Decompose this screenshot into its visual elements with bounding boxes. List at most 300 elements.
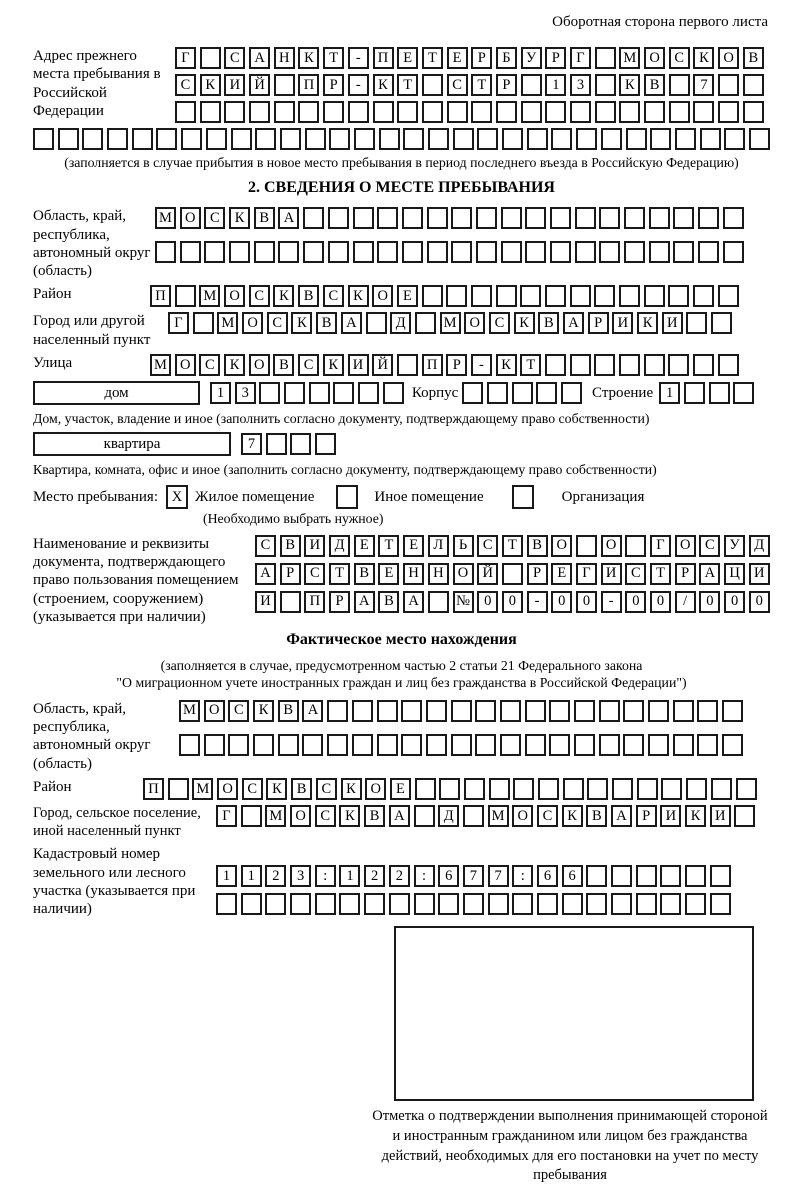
char-box[interactable] xyxy=(241,893,262,915)
char-box[interactable]: А xyxy=(302,700,323,722)
char-box[interactable]: 6 xyxy=(438,865,459,887)
char-box[interactable]: Н xyxy=(403,563,424,585)
char-box[interactable] xyxy=(402,241,423,263)
char-box[interactable] xyxy=(303,207,324,229)
char-box[interactable] xyxy=(637,778,658,800)
char-box[interactable] xyxy=(290,433,311,455)
char-box[interactable] xyxy=(278,241,299,263)
char-box[interactable] xyxy=(722,700,743,722)
char-box[interactable] xyxy=(377,734,398,756)
char-box[interactable] xyxy=(668,354,689,376)
char-box[interactable]: И xyxy=(662,312,683,334)
char-box[interactable] xyxy=(586,893,607,915)
char-box[interactable]: О xyxy=(464,312,485,334)
char-box[interactable]: Ь xyxy=(453,535,474,557)
char-box[interactable] xyxy=(693,354,714,376)
char-box[interactable]: 6 xyxy=(562,865,583,887)
char-box[interactable] xyxy=(693,101,714,123)
char-box[interactable]: В xyxy=(273,354,294,376)
char-box[interactable]: С xyxy=(224,47,245,69)
char-box[interactable]: К xyxy=(266,778,287,800)
char-box[interactable] xyxy=(576,535,597,557)
char-box[interactable] xyxy=(545,101,566,123)
char-box[interactable]: - xyxy=(348,74,369,96)
char-box[interactable]: Д xyxy=(749,535,770,557)
char-box[interactable]: Е xyxy=(397,285,418,307)
char-box[interactable] xyxy=(501,207,522,229)
char-box[interactable]: Е xyxy=(378,563,399,585)
char-box[interactable]: В xyxy=(538,312,559,334)
char-box[interactable]: С xyxy=(255,535,276,557)
char-box[interactable] xyxy=(501,241,522,263)
char-box[interactable] xyxy=(354,128,375,150)
char-box[interactable] xyxy=(428,591,449,613)
char-box[interactable]: Р xyxy=(675,563,696,585)
char-box[interactable]: В xyxy=(354,563,375,585)
char-box[interactable] xyxy=(175,285,196,307)
char-box[interactable]: А xyxy=(611,805,632,827)
char-box[interactable]: И xyxy=(612,312,633,334)
char-box[interactable]: В xyxy=(743,47,764,69)
char-box[interactable] xyxy=(379,128,400,150)
char-box[interactable] xyxy=(599,734,620,756)
char-box[interactable]: Й xyxy=(372,354,393,376)
char-box[interactable]: - xyxy=(527,591,548,613)
char-box[interactable]: К xyxy=(253,700,274,722)
char-box[interactable] xyxy=(576,128,597,150)
char-box[interactable] xyxy=(575,207,596,229)
char-box[interactable] xyxy=(309,382,330,404)
char-box[interactable] xyxy=(723,207,744,229)
char-box[interactable] xyxy=(743,101,764,123)
char-box[interactable] xyxy=(377,207,398,229)
checkbox-residential[interactable]: X xyxy=(166,485,188,509)
char-box[interactable] xyxy=(626,128,647,150)
house-type-field[interactable]: дом xyxy=(33,381,200,405)
char-box[interactable]: О xyxy=(675,535,696,557)
char-box[interactable] xyxy=(33,128,54,150)
char-box[interactable] xyxy=(698,241,719,263)
char-box[interactable] xyxy=(155,241,176,263)
char-box[interactable] xyxy=(255,128,276,150)
char-box[interactable]: О xyxy=(512,805,533,827)
char-box[interactable]: 3 xyxy=(235,382,256,404)
char-box[interactable]: 1 xyxy=(545,74,566,96)
char-box[interactable]: 2 xyxy=(364,865,385,887)
char-box[interactable]: К xyxy=(229,207,250,229)
char-box[interactable] xyxy=(697,734,718,756)
char-box[interactable] xyxy=(599,700,620,722)
char-box[interactable] xyxy=(402,207,423,229)
char-box[interactable] xyxy=(669,74,690,96)
char-box[interactable] xyxy=(496,101,517,123)
char-box[interactable] xyxy=(644,354,665,376)
char-box[interactable]: А xyxy=(255,563,276,585)
char-box[interactable] xyxy=(438,893,459,915)
char-box[interactable]: 6 xyxy=(537,865,558,887)
char-box[interactable] xyxy=(477,128,498,150)
char-box[interactable]: Т xyxy=(471,74,492,96)
char-box[interactable] xyxy=(446,285,467,307)
char-box[interactable]: О xyxy=(175,354,196,376)
char-box[interactable]: М xyxy=(440,312,461,334)
char-box[interactable]: С xyxy=(267,312,288,334)
char-box[interactable]: 0 xyxy=(551,591,572,613)
char-box[interactable]: В xyxy=(378,591,399,613)
char-box[interactable]: В xyxy=(254,207,275,229)
char-box[interactable] xyxy=(464,778,485,800)
char-box[interactable] xyxy=(463,893,484,915)
char-box[interactable] xyxy=(333,382,354,404)
char-box[interactable] xyxy=(619,354,640,376)
char-box[interactable] xyxy=(200,101,221,123)
char-box[interactable]: С xyxy=(204,207,225,229)
char-box[interactable] xyxy=(451,241,472,263)
char-box[interactable]: К xyxy=(291,312,312,334)
char-box[interactable] xyxy=(229,241,250,263)
char-box[interactable] xyxy=(428,128,449,150)
char-box[interactable]: В xyxy=(316,312,337,334)
char-box[interactable]: П xyxy=(298,74,319,96)
char-box[interactable] xyxy=(451,700,472,722)
char-box[interactable] xyxy=(685,865,706,887)
char-box[interactable] xyxy=(595,101,616,123)
char-box[interactable] xyxy=(487,382,508,404)
char-box[interactable]: К xyxy=(341,778,362,800)
char-box[interactable] xyxy=(502,563,523,585)
char-box[interactable] xyxy=(206,128,227,150)
char-box[interactable]: Р xyxy=(527,563,548,585)
char-box[interactable] xyxy=(253,734,274,756)
char-box[interactable]: В xyxy=(280,535,301,557)
char-box[interactable] xyxy=(749,128,770,150)
char-box[interactable]: 0 xyxy=(749,591,770,613)
char-box[interactable]: С xyxy=(625,563,646,585)
char-box[interactable]: С xyxy=(323,285,344,307)
char-box[interactable]: О xyxy=(217,778,238,800)
char-box[interactable] xyxy=(551,128,572,150)
char-box[interactable] xyxy=(718,285,739,307)
char-box[interactable]: М xyxy=(265,805,286,827)
char-box[interactable] xyxy=(536,382,557,404)
char-box[interactable]: С xyxy=(242,778,263,800)
char-box[interactable]: М xyxy=(217,312,238,334)
char-box[interactable] xyxy=(500,700,521,722)
char-box[interactable] xyxy=(549,734,570,756)
char-box[interactable] xyxy=(284,382,305,404)
char-box[interactable]: К xyxy=(224,354,245,376)
char-box[interactable]: К xyxy=(348,285,369,307)
char-box[interactable]: Г xyxy=(570,47,591,69)
char-box[interactable]: К xyxy=(323,354,344,376)
char-box[interactable] xyxy=(364,893,385,915)
char-box[interactable]: М xyxy=(150,354,171,376)
char-box[interactable] xyxy=(710,893,731,915)
char-box[interactable]: О xyxy=(551,535,572,557)
char-box[interactable]: О xyxy=(644,47,665,69)
char-box[interactable]: 0 xyxy=(699,591,720,613)
char-box[interactable] xyxy=(636,893,657,915)
char-box[interactable]: Г xyxy=(576,563,597,585)
char-box[interactable] xyxy=(422,74,443,96)
char-box[interactable] xyxy=(315,433,336,455)
char-box[interactable] xyxy=(673,241,694,263)
char-box[interactable]: 0 xyxy=(724,591,745,613)
char-box[interactable] xyxy=(599,241,620,263)
char-box[interactable] xyxy=(352,700,373,722)
char-box[interactable] xyxy=(686,778,707,800)
char-box[interactable]: Р xyxy=(329,591,350,613)
char-box[interactable]: У xyxy=(724,535,745,557)
char-box[interactable]: И xyxy=(304,535,325,557)
char-box[interactable]: Т xyxy=(520,354,541,376)
char-box[interactable] xyxy=(684,382,705,404)
char-box[interactable] xyxy=(734,805,755,827)
char-box[interactable] xyxy=(586,865,607,887)
char-box[interactable] xyxy=(525,734,546,756)
char-box[interactable] xyxy=(427,207,448,229)
char-box[interactable]: А xyxy=(389,805,410,827)
char-box[interactable] xyxy=(329,128,350,150)
char-box[interactable]: С xyxy=(249,285,270,307)
char-box[interactable] xyxy=(339,893,360,915)
char-box[interactable]: 2 xyxy=(265,865,286,887)
char-box[interactable] xyxy=(328,241,349,263)
char-box[interactable] xyxy=(181,128,202,150)
char-box[interactable]: О xyxy=(372,285,393,307)
char-box[interactable] xyxy=(521,74,542,96)
char-box[interactable] xyxy=(587,778,608,800)
char-box[interactable]: Р xyxy=(323,74,344,96)
char-box[interactable]: К xyxy=(562,805,583,827)
char-box[interactable]: И xyxy=(660,805,681,827)
char-box[interactable]: В xyxy=(644,74,665,96)
char-box[interactable] xyxy=(700,128,721,150)
char-box[interactable]: О xyxy=(453,563,474,585)
char-box[interactable]: В xyxy=(586,805,607,827)
char-box[interactable]: - xyxy=(471,354,492,376)
char-box[interactable] xyxy=(373,101,394,123)
char-box[interactable]: О xyxy=(224,285,245,307)
char-box[interactable] xyxy=(685,893,706,915)
char-box[interactable]: Г xyxy=(216,805,237,827)
char-box[interactable] xyxy=(570,354,591,376)
char-box[interactable] xyxy=(266,433,287,455)
char-box[interactable] xyxy=(570,285,591,307)
char-box[interactable]: Р xyxy=(280,563,301,585)
char-box[interactable]: П xyxy=(143,778,164,800)
char-box[interactable] xyxy=(624,207,645,229)
char-box[interactable]: 0 xyxy=(477,591,498,613)
char-box[interactable] xyxy=(648,734,669,756)
char-box[interactable] xyxy=(513,778,534,800)
char-box[interactable]: В xyxy=(278,700,299,722)
char-box[interactable]: И xyxy=(255,591,276,613)
char-box[interactable] xyxy=(549,700,570,722)
char-box[interactable] xyxy=(550,207,571,229)
char-box[interactable] xyxy=(693,285,714,307)
char-box[interactable]: 7 xyxy=(488,865,509,887)
char-box[interactable] xyxy=(426,700,447,722)
char-box[interactable] xyxy=(414,805,435,827)
char-box[interactable]: С xyxy=(199,354,220,376)
char-box[interactable] xyxy=(254,241,275,263)
char-box[interactable] xyxy=(594,354,615,376)
char-box[interactable] xyxy=(204,241,225,263)
char-box[interactable]: Т xyxy=(650,563,671,585)
char-box[interactable]: М xyxy=(179,700,200,722)
char-box[interactable]: Е xyxy=(447,47,468,69)
char-box[interactable] xyxy=(723,241,744,263)
char-box[interactable] xyxy=(574,734,595,756)
char-box[interactable] xyxy=(733,382,754,404)
char-box[interactable]: И xyxy=(710,805,731,827)
char-box[interactable] xyxy=(709,382,730,404)
char-box[interactable] xyxy=(231,128,252,150)
char-box[interactable] xyxy=(280,128,301,150)
char-box[interactable]: О xyxy=(249,354,270,376)
char-box[interactable] xyxy=(537,893,558,915)
char-box[interactable] xyxy=(538,778,559,800)
char-box[interactable] xyxy=(527,128,548,150)
char-box[interactable] xyxy=(594,285,615,307)
char-box[interactable]: Г xyxy=(650,535,671,557)
char-box[interactable] xyxy=(619,101,640,123)
char-box[interactable] xyxy=(82,128,103,150)
checkbox-other-premises[interactable] xyxy=(336,485,358,509)
char-box[interactable] xyxy=(488,893,509,915)
char-box[interactable]: Д xyxy=(329,535,350,557)
char-box[interactable] xyxy=(625,535,646,557)
char-box[interactable]: О xyxy=(718,47,739,69)
char-box[interactable]: С xyxy=(304,563,325,585)
char-box[interactable]: Н xyxy=(428,563,449,585)
char-box[interactable] xyxy=(224,101,245,123)
char-box[interactable] xyxy=(216,893,237,915)
char-box[interactable]: К xyxy=(373,74,394,96)
char-box[interactable]: Т xyxy=(422,47,443,69)
char-box[interactable]: 1 xyxy=(210,382,231,404)
char-box[interactable]: Г xyxy=(175,47,196,69)
char-box[interactable]: 0 xyxy=(650,591,671,613)
char-box[interactable]: Т xyxy=(378,535,399,557)
char-box[interactable] xyxy=(561,382,582,404)
char-box[interactable]: 1 xyxy=(339,865,360,887)
char-box[interactable] xyxy=(668,285,689,307)
char-box[interactable] xyxy=(521,101,542,123)
char-box[interactable] xyxy=(107,128,128,150)
char-box[interactable] xyxy=(352,734,373,756)
char-box[interactable]: 2 xyxy=(389,865,410,887)
char-box[interactable] xyxy=(403,128,424,150)
char-box[interactable]: К xyxy=(273,285,294,307)
char-box[interactable] xyxy=(401,734,422,756)
char-box[interactable]: К xyxy=(496,354,517,376)
char-box[interactable] xyxy=(348,101,369,123)
char-box[interactable] xyxy=(305,128,326,150)
char-box[interactable] xyxy=(462,382,483,404)
char-box[interactable] xyxy=(439,778,460,800)
char-box[interactable]: № xyxy=(453,591,474,613)
char-box[interactable]: М xyxy=(199,285,220,307)
char-box[interactable]: А xyxy=(341,312,362,334)
char-box[interactable] xyxy=(525,207,546,229)
char-box[interactable]: С xyxy=(315,805,336,827)
char-box[interactable]: Е xyxy=(397,47,418,69)
char-box[interactable] xyxy=(274,74,295,96)
char-box[interactable]: С xyxy=(447,74,468,96)
char-box[interactable] xyxy=(366,312,387,334)
char-box[interactable] xyxy=(274,101,295,123)
char-box[interactable] xyxy=(673,207,694,229)
char-box[interactable]: С xyxy=(316,778,337,800)
char-box[interactable]: М xyxy=(488,805,509,827)
char-box[interactable] xyxy=(353,207,374,229)
char-box[interactable] xyxy=(193,312,214,334)
char-box[interactable] xyxy=(612,778,633,800)
char-box[interactable] xyxy=(471,285,492,307)
char-box[interactable] xyxy=(259,382,280,404)
char-box[interactable]: С xyxy=(699,535,720,557)
char-box[interactable] xyxy=(496,285,517,307)
char-box[interactable]: Р xyxy=(636,805,657,827)
char-box[interactable]: Г xyxy=(168,312,189,334)
char-box[interactable] xyxy=(660,893,681,915)
char-box[interactable]: П xyxy=(422,354,443,376)
char-box[interactable]: Т xyxy=(397,74,418,96)
char-box[interactable]: О xyxy=(365,778,386,800)
char-box[interactable] xyxy=(280,591,301,613)
char-box[interactable]: Р xyxy=(446,354,467,376)
char-box[interactable] xyxy=(265,893,286,915)
char-box[interactable]: М xyxy=(155,207,176,229)
char-box[interactable] xyxy=(697,700,718,722)
char-box[interactable]: П xyxy=(150,285,171,307)
char-box[interactable]: Р xyxy=(545,47,566,69)
char-box[interactable]: - xyxy=(348,47,369,69)
char-box[interactable]: О xyxy=(204,700,225,722)
char-box[interactable]: Е xyxy=(551,563,572,585)
char-box[interactable]: 0 xyxy=(576,591,597,613)
char-box[interactable]: К xyxy=(693,47,714,69)
char-box[interactable] xyxy=(156,128,177,150)
char-box[interactable]: / xyxy=(675,591,696,613)
char-box[interactable] xyxy=(595,74,616,96)
char-box[interactable] xyxy=(323,101,344,123)
char-box[interactable] xyxy=(132,128,153,150)
char-box[interactable] xyxy=(327,700,348,722)
char-box[interactable]: Е xyxy=(390,778,411,800)
checkbox-organization[interactable] xyxy=(512,485,534,509)
char-box[interactable]: С xyxy=(489,312,510,334)
char-box[interactable]: И xyxy=(348,354,369,376)
char-box[interactable]: Р xyxy=(588,312,609,334)
char-box[interactable]: И xyxy=(224,74,245,96)
char-box[interactable] xyxy=(711,312,732,334)
char-box[interactable] xyxy=(358,382,379,404)
char-box[interactable] xyxy=(574,700,595,722)
char-box[interactable] xyxy=(718,101,739,123)
char-box[interactable]: К xyxy=(298,47,319,69)
char-box[interactable] xyxy=(451,734,472,756)
apartment-type-field[interactable]: квартира xyxy=(33,432,231,456)
char-box[interactable] xyxy=(476,207,497,229)
char-box[interactable] xyxy=(595,47,616,69)
char-box[interactable] xyxy=(562,893,583,915)
char-box[interactable] xyxy=(489,778,510,800)
char-box[interactable]: С xyxy=(537,805,558,827)
char-box[interactable] xyxy=(718,74,739,96)
